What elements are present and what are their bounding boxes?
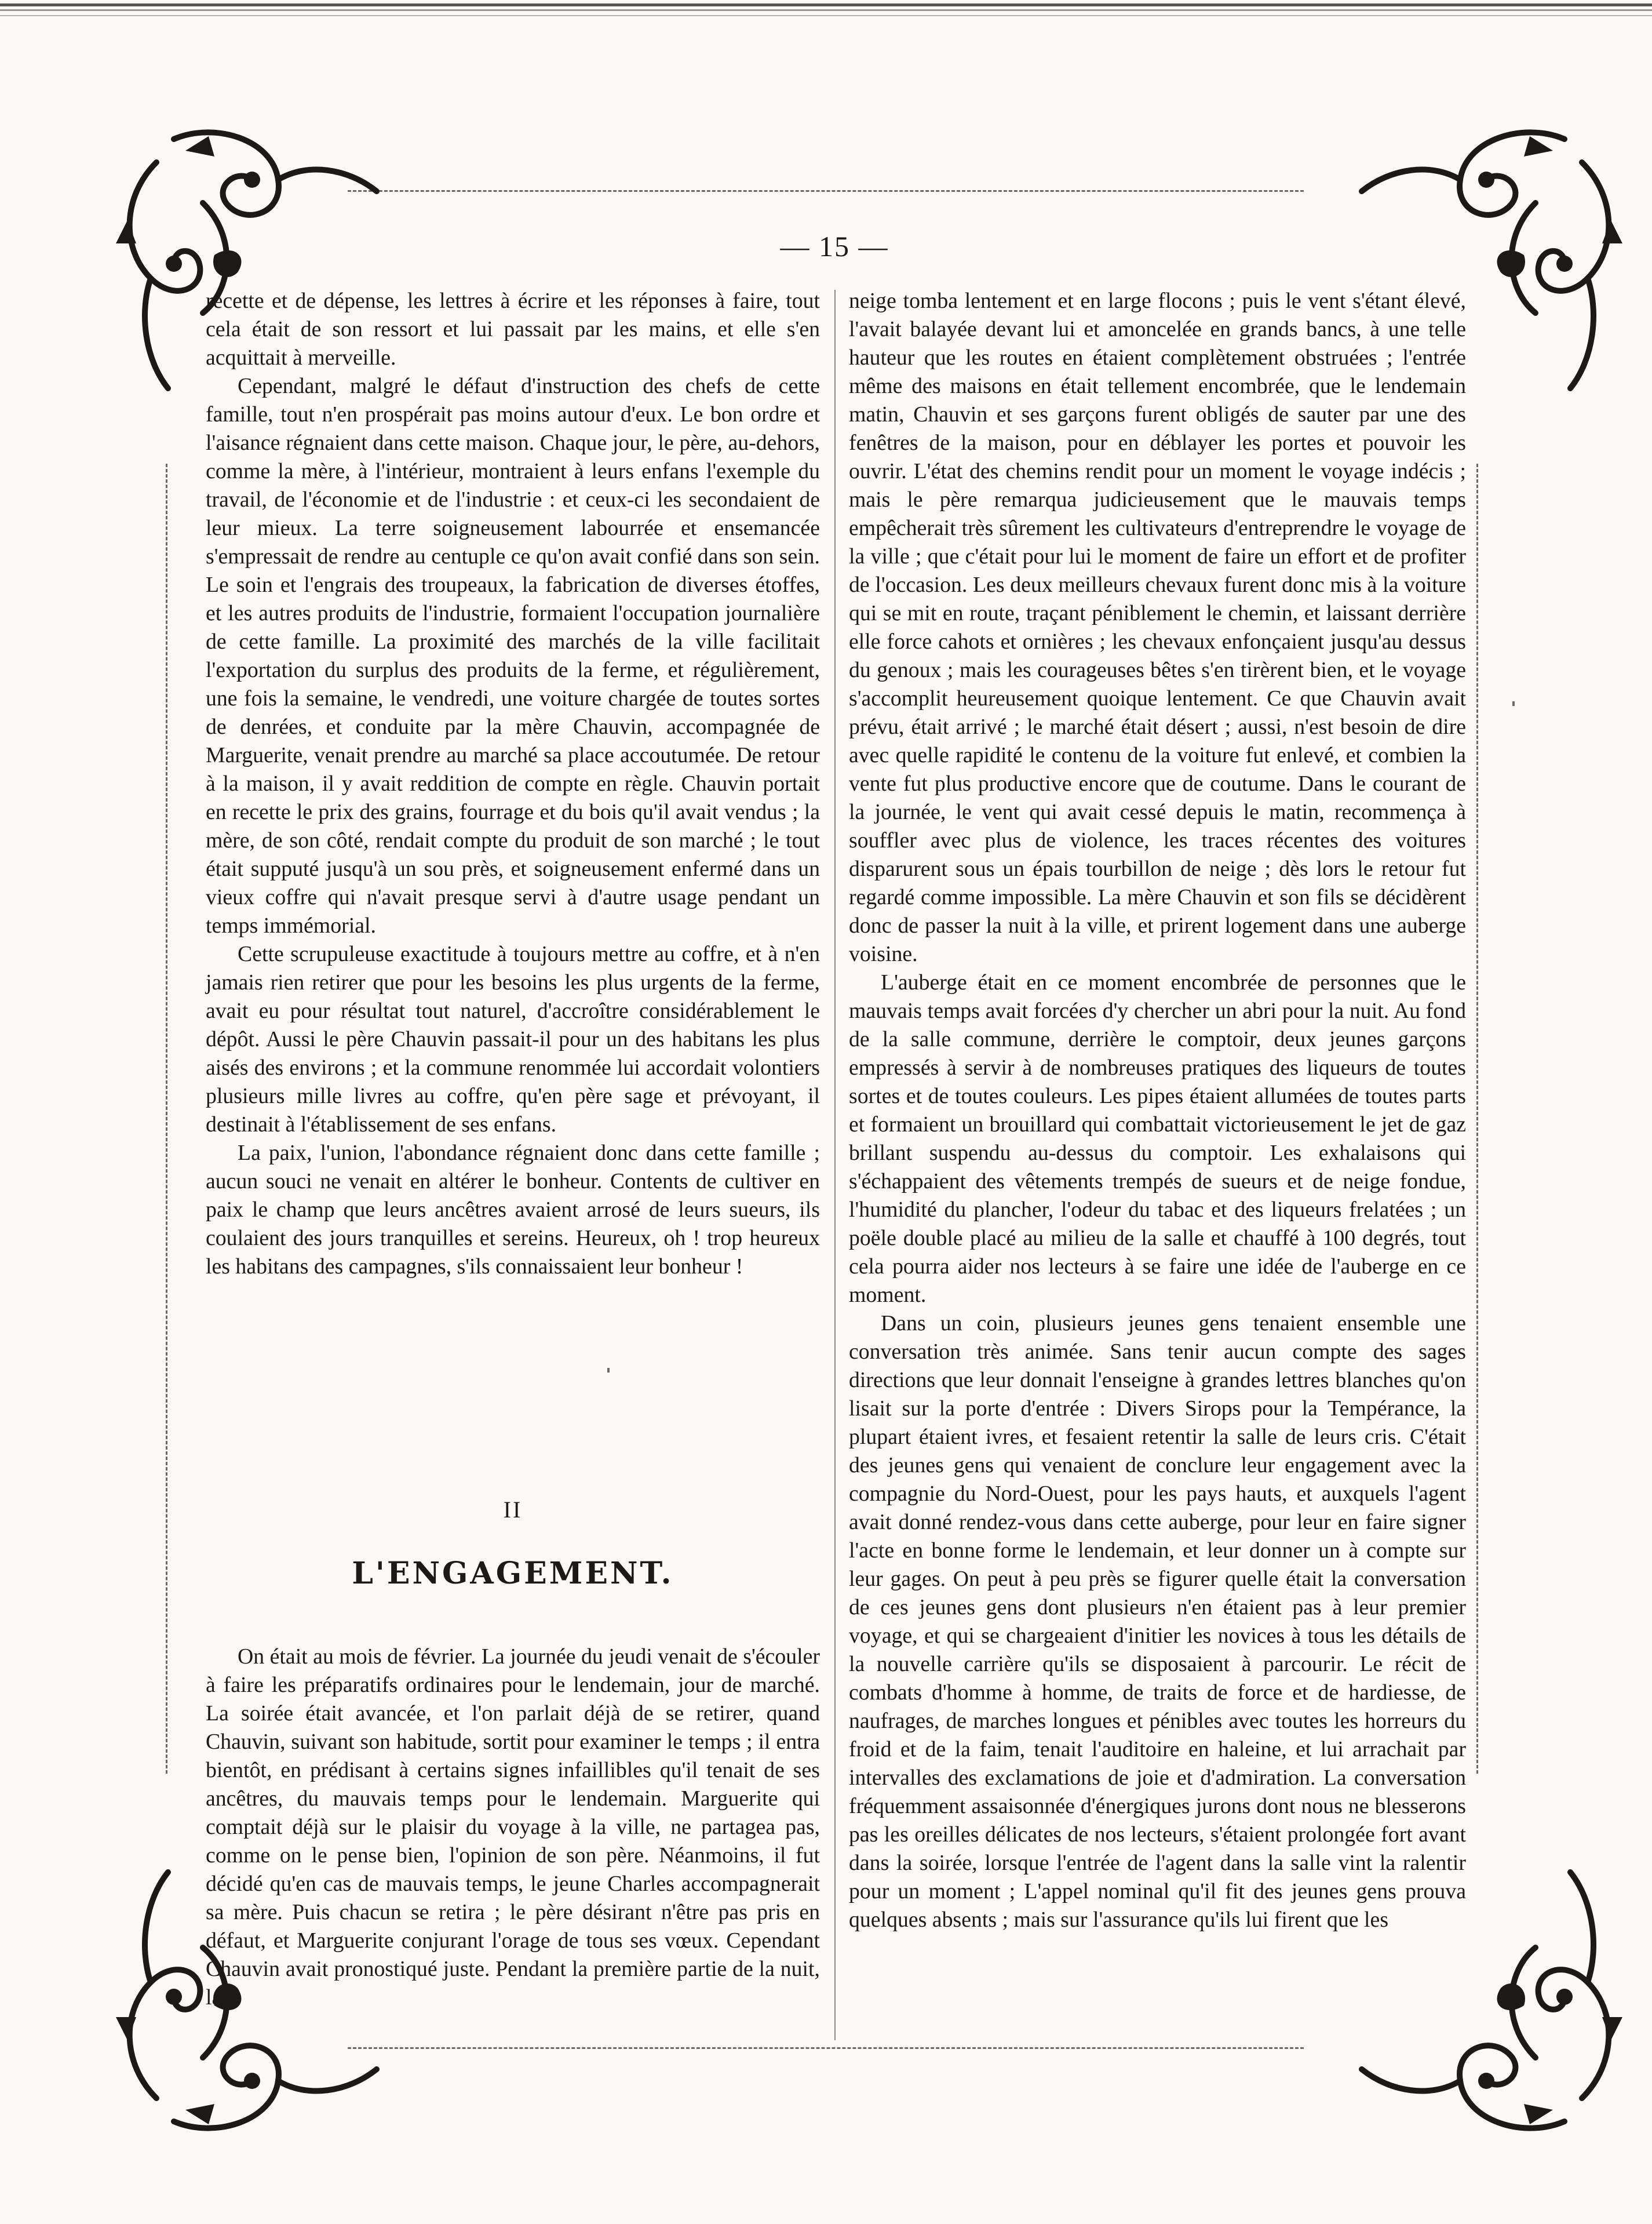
page-number: — 15 —: [780, 230, 889, 263]
print-speck: [1512, 701, 1515, 706]
left-paragraph-2: Cependant, malgré le défaut d'instruction des chefs de cette famille, tout n'en prospérait pas moins autour d'eux. Le bon ordre et l'aisance régnaient dans cette maison. Chaque jour, le père, au-dehors, comme la mère, à l'intérieur, montraient à leurs enfans l'exemple du travail, de l'économie et de l'industrie : et ceux-ci les secondaient de leur mieux. La terre soigneusement labourrée et ensemancée s'empressait de rendre au centuple ce qu'on avait confié dans son sein. Le soin et l'engrais des troupeaux, la fabrication de diverses étoffes, et les autres produits de l'industrie, formaient l'occupation journalière de cette famille. La proximité des marchés de la ville facilitait l'exportation du surplus des produits de la ferme, et régulièrement, une fois la semaine, le vendredi, une voiture chargée de toutes sortes de denrées, et conduite par la mère Chauvin, accompagnée de Marguerite, venait prendre au marché sa place accoutumée. De retour à la maison, il y avait reddition de compte en règle. Chauvin portait en recette le prix des grains, fourrage et du bois qu'il avait vendus ; la mère, de son côté, rendait compte du produit de son marché ; le tout était supputé jusqu'à un sou près, et soigneusement enfermé dans un vieux coffre qui n'avait presque servi à d'autre usage pendant un temps immémorial.: [206, 374, 820, 938]
frame-border-bottom: [348, 2047, 1304, 2049]
frame-border-top: [348, 190, 1304, 192]
left-column: [206, 287, 820, 1281]
right-paragraph-1: neige tomba lentement et en large flocons ; puis le vent s'étant élevé, l'avait balayée devant lui et amoncelée en grands bancs, à une telle hauteur que les routes en étaient complètement obstruées ; l'entrée même des maisons en était tellement encombrée, que le lendemain matin, Chauvin et ses garçons furent obligés de sauter par une des fenêtres de la maison, pour en déblayer les portes et pouvoir les ouvrir. L'état des chemins rendit pour un moment le voyage indécis ; mais le père remarqua judicieusement que le mauvais temps empêcherait très sûrement les cultivateurs d'entreprendre le voyage de la ville ; que c'était pour lui le moment de faire un effort et de profiter de l'occasion. Les deux meilleurs chevaux furent donc mis à la voiture qui se mit en route, traçant péniblement le chemin, et laissant derrière elle force cahots et ornières ; les chevaux enfonçaient jusqu'au dessus du genoux ; mais les courageuses bêtes s'en tirèrent bien, et le voyage s'accomplit heureusement quoique lentement. Ce que Chauvin avait prévu, était arrivé ; le marché était désert ; aussi, n'est besoin de dire avec quelle rapidité le contenu de la voiture fut enlevé, et combien la vente fut plus productive encore que de coutume. Dans le courant de la journée, le vent qui avait cessé depuis le matin, recommença à souffler avec plus de violence, les traces récentes des voitures disparurent sous un épais tourbillon de neige ; dès lors le retour fut regardé comme impossible. La mère Chauvin et son fils se décidèrent donc de passer la nuit à la ville, et prirent logement dans une auberge voisine.: [849, 289, 1466, 966]
top-rule-thin: [0, 15, 1652, 16]
chapter-paragraph-1: On était au mois de février. La journée du jeudi venait de s'écouler à faire les préparatifs ordinaires pour le lendemain, jour de marché. La soirée était avancée, et l'on parlait déjà de se retirer, quand Chauvin, suivant son habitude, sortit pour examiner le temps ; il entra bientôt, en prédisant à certains signes infaillibles qu'il tenait de ses ancêtres, du mauvais temps pour le lendemain. Marguerite qui comptait déjà sur le plaisir du voyage à la ville, ne partagea pas, comme on le pense bien, l'opinion de son père. Néanmoins, il fut décidé qu'en cas de mauvais temps, le jeune Charles accompagnerait sa mère. Puis chacun se retira ; le père désirant n'être pas pris en défaut, et Marguerite conjurant l'orage de tous ses vœux. Cependant Chauvin avait pronostiqué juste. Pendant la première partie de la nuit, la: [206, 1644, 820, 2010]
left-paragraph-3: Cette scrupuleuse exactitude à toujours mettre au coffre, et à n'en jamais rien retirer que pour les besoins les plus urgents de la ferme, avait eu pour résultat tout naturel, d'accroître considérablement le dépôt. Aussi le père Chauvin passait-il pour un des habitans les plus aisés des environs ; et la commune renommée lui accordait volontiers plusieurs mille livres au coffre, qu'en père sage et prévoyant, il destinait à l'établissement de ses enfans.: [206, 942, 820, 1137]
left-paragraph-4: La paix, l'union, l'abondance régnaient donc dans cette famille ; aucun souci ne venait en altérer le bonheur. Contents de cultiver en paix le champ que leurs ancêtres avaient arrosé de leurs sueurs, ils coulaient des jours tranquilles et sereins. Heureux, oh ! trop heureux les habitans des campagnes, s'ils connaissaient leur bonheur !: [206, 1141, 820, 1279]
chapter-body: [206, 1643, 820, 2012]
frame-border-left: [166, 464, 167, 1774]
top-rule-thick: [0, 3, 1652, 6]
left-paragraph-1: recette et de dépense, les lettres à écrire et les réponses à faire, tout cela était de son ressort et lui passait par les mains, et elle s'en acquittait à merveille.: [206, 289, 820, 370]
column-divider: [834, 290, 836, 2040]
right-column: [849, 287, 1466, 1934]
top-rule-medium: [0, 9, 1652, 11]
frame-border-right: [1476, 464, 1478, 1774]
right-paragraph-3: Dans un coin, plusieurs jeunes gens tenaient ensemble une conversation très animée. Sans tenir aucun compte des sages directions que leur donnait l'enseigne à grandes lettres blanches qu'on lisait sur la porte d'entrée : Divers Sirops pour la Tempérance, la plupart étaient ivres, et fesaient retentir la salle de leurs cris. C'était des jeunes gens qui venaient de conclure leur engagement avec la compagnie du Nord-Ouest, pour les pays hauts, et auxquels l'agent avait donné rendez-vous dans cette auberge, pour leur en faire signer l'acte en bonne forme le lendemain, et leur donner un à compte sur leur gages. On peut à peu près se figurer quelle était la conversation de ces jeunes gens dont plusieurs n'en étaient pas à leur premier voyage, et qui se chargeaient d'initier les novices à tous les détails de la nouvelle carrière qu'ils se disposaient à parcourir. Le récit de combats d'homme à homme, de traits de force et de hardiesse, de naufrages, de marches longues et pénibles avec toutes les horreurs du froid et de la faim, tenait l'auditoire en haleine, et lui arrachait par intervalles des exclamations de joie et d'admiration. La conversation fréquemment assaisonnée d'énergiques jurons dont nous ne blesserons pas les oreilles délicates de nos lecteurs, s'étaient prolongée fort avant dans la soirée, lorsque l'entrée de l'agent dans la salle vint la ralentir pour un moment ; L'appel nominal qu'il fit des jeunes gens prouva quelques absents ; mais sur l'assurance qu'ils lui firent que les: [849, 1311, 1466, 1932]
right-paragraph-2: L'auberge était en ce moment encombrée de personnes que le mauvais temps avait forcées d'y chercher un abri pour la nuit. Au fond de la salle commune, derrière le comptoir, deux jeunes garçons empressés à servir à de nombreuses pratiques des liqueurs de toutes sortes et de toutes couleurs. Les pipes étaient allumées de toutes parts et formaient un brouillard qui combattait victorieusement le jet de gaz brillant suspendu au-dessus du comptoir. Les exhalaisons qui s'échappaient des vêtements trempés de sueurs et de neige fondue, l'humidité du plancher, l'odeur du tabac et des liqueurs frelatées ; un poële double placé au milieu de la salle et chauffé à 100 degrés, tout cela pourra aider nos lecteurs à se faire une idée de l'auberge en ce moment.: [849, 970, 1466, 1307]
print-speck: [607, 1368, 610, 1373]
chapter-number: II: [503, 1497, 523, 1523]
chapter-title: L'ENGAGEMENT.: [352, 1556, 674, 1591]
top-edge-rule: [0, 0, 1652, 23]
